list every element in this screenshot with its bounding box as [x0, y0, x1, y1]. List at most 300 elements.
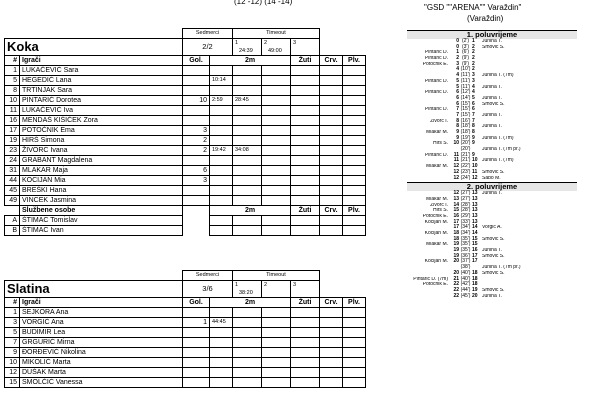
- suspension-3: [262, 136, 291, 146]
- blue-card: [343, 106, 366, 116]
- officials-label: Službene osobe: [20, 206, 183, 216]
- away-score: 5: [472, 94, 475, 101]
- player-row: [5, 368, 366, 378]
- home-scorer: Potočnik E.: [422, 61, 448, 67]
- suspension-2: [233, 176, 262, 186]
- away-scorer: Jurlina T. (7m pr.): [482, 147, 521, 153]
- away-score: 2: [472, 60, 475, 67]
- red-card: [320, 86, 343, 96]
- player-name: KOCIJAN Mia: [20, 176, 183, 186]
- col-players: Igrači: [20, 56, 183, 66]
- player-row: [5, 116, 366, 126]
- suspension-3: [262, 176, 291, 186]
- away-score: 17: [472, 258, 478, 265]
- minute: (23'): [460, 168, 471, 175]
- home-score: 22: [453, 292, 459, 299]
- suspension-3: [262, 86, 291, 96]
- player-number: 1: [5, 308, 20, 318]
- away-score: 1: [472, 38, 475, 44]
- red-card: [320, 328, 343, 338]
- yellow-card: [291, 358, 320, 368]
- suspension-3: [262, 66, 291, 76]
- suspension-1: [210, 196, 233, 206]
- timeout-box: [291, 39, 320, 56]
- suspension-3: [262, 116, 291, 126]
- yellow-card: [291, 348, 320, 358]
- minute: (35'): [460, 235, 471, 242]
- minute: (18'): [460, 129, 471, 135]
- blue-card: [343, 308, 366, 318]
- col-num: #: [5, 298, 20, 308]
- suspension-1: [210, 226, 233, 236]
- player-name: VINCEK Jasmina: [20, 196, 183, 206]
- suspension-3: [262, 96, 291, 106]
- blue-card: [343, 86, 366, 96]
- suspension-1: [210, 378, 233, 388]
- suspension-1: [210, 126, 233, 136]
- yellow-card: [291, 126, 320, 136]
- yellow-card: [291, 146, 320, 156]
- blue-card: [343, 76, 366, 86]
- minute: (44'): [460, 286, 471, 293]
- away-scorer: Jurlina T.: [482, 191, 502, 197]
- yellow-card: [291, 106, 320, 116]
- player-goals: 10: [183, 96, 210, 106]
- player-goals: [183, 76, 210, 86]
- away-score: 3: [472, 72, 475, 79]
- home-score: 13: [453, 195, 459, 202]
- player-number: 44: [5, 176, 20, 186]
- player-number: 7: [5, 338, 20, 348]
- timeout-number: 2: [264, 282, 268, 288]
- away-scorer: Jurlina T.: [482, 112, 502, 118]
- timeout-box: [233, 39, 262, 56]
- home-score: 19: [453, 252, 459, 259]
- col-blue: Plv.: [343, 56, 366, 66]
- yellow-card: [291, 156, 320, 166]
- suspension-2: [233, 378, 262, 388]
- away-score: 2: [472, 49, 475, 56]
- away-score: 4: [472, 89, 475, 96]
- player-name: SMOLČIĆ Vanessa: [20, 378, 183, 388]
- minute: (12'): [460, 89, 471, 96]
- home-score: 20: [453, 269, 459, 276]
- timeout-number: 2: [264, 40, 268, 46]
- player-name: LUKAČEVIĆ Iva: [20, 106, 183, 116]
- suspension-2: [233, 126, 262, 136]
- sedmerci-value: 2/2: [183, 39, 233, 56]
- timeout-box: [262, 281, 291, 298]
- player-number: 5: [5, 76, 20, 86]
- away-scorer: Smović S.: [482, 169, 505, 175]
- timeout-number: 3: [293, 40, 297, 46]
- suspension-1: [210, 166, 233, 176]
- player-row: [5, 126, 366, 136]
- red-card: [320, 358, 343, 368]
- suspension-3: [262, 146, 291, 156]
- red-card: [320, 156, 343, 166]
- minute: (24'): [460, 174, 471, 181]
- away-score: 9: [472, 151, 475, 158]
- minute: (9'): [461, 60, 470, 67]
- minute: (34'): [460, 230, 471, 236]
- play-by-play: [407, 29, 577, 299]
- red-card: [320, 368, 343, 378]
- red-card: [320, 196, 343, 206]
- yellow-card: [291, 226, 320, 236]
- home-scorer: Pintarić D.: [424, 152, 448, 158]
- col-red: Crv.: [320, 56, 343, 66]
- red-card: [320, 378, 343, 388]
- suspension-1: [210, 176, 233, 186]
- player-number: 16: [5, 116, 20, 126]
- minute: (38'): [460, 264, 471, 271]
- home-score: 17: [453, 224, 459, 231]
- suspension-1: [210, 156, 233, 166]
- venue-city: (Varaždin): [467, 14, 504, 23]
- yellow-card: [291, 186, 320, 196]
- minute: (27'): [460, 190, 471, 197]
- player-number: 1: [5, 66, 20, 76]
- red-card: [320, 226, 343, 236]
- yellow-card: [291, 176, 320, 186]
- minute: (15'): [460, 111, 471, 118]
- minute: (6'): [461, 49, 470, 56]
- player-name: HEGEDIĆ Lana: [20, 76, 183, 86]
- red-card: [320, 96, 343, 106]
- yellow-card: [291, 96, 320, 106]
- player-name: HIRŠ Simona: [20, 136, 183, 146]
- suspension-2: [233, 226, 262, 236]
- suspension-2: [233, 66, 262, 76]
- away-score: 13: [472, 201, 478, 208]
- away-score: 18: [472, 281, 478, 288]
- home-score: 5: [456, 77, 459, 84]
- minute: (22'): [460, 163, 471, 170]
- col-2min: 2m: [210, 206, 291, 216]
- home-scorer: Živorc I.: [430, 202, 448, 208]
- blue-card: [343, 196, 366, 206]
- player-row: [5, 358, 366, 368]
- timeout-box: [291, 281, 320, 298]
- away-scorer: Jurlina T. (7m): [482, 73, 514, 79]
- suspension-2: [233, 196, 262, 206]
- minute: (36'): [460, 252, 471, 259]
- suspension-1: 44:45: [210, 318, 233, 328]
- minute: (29'): [460, 212, 471, 219]
- home-score: 1: [456, 49, 459, 56]
- minute: (45'): [460, 292, 471, 299]
- suspension-2: [233, 216, 262, 226]
- player-name: POTOČNIK Ema: [20, 126, 183, 136]
- home-score: 22: [453, 286, 459, 293]
- suspension-2: 28:45: [233, 96, 262, 106]
- minute: (19'): [460, 134, 471, 141]
- minute: (33'): [460, 218, 471, 225]
- pbp-row: [407, 294, 577, 300]
- suspension-2: [233, 308, 262, 318]
- player-row: [5, 66, 366, 76]
- away-score: 14: [472, 230, 478, 236]
- player-goals: [183, 66, 210, 76]
- away-score: 11: [472, 168, 478, 175]
- pbp-row: [407, 176, 577, 182]
- blue-card: [343, 96, 366, 106]
- blue-card: [343, 126, 366, 136]
- suspension-3: [262, 368, 291, 378]
- away-score: 8: [472, 129, 475, 135]
- suspension-1: [210, 338, 233, 348]
- suspension-3: [262, 156, 291, 166]
- player-row: [5, 136, 366, 146]
- blue-card: [343, 66, 366, 76]
- minute: (18'): [460, 123, 471, 130]
- official-row: [5, 216, 366, 226]
- suspension-1: [210, 308, 233, 318]
- player-goals: [183, 86, 210, 96]
- yellow-card: [291, 166, 320, 176]
- team-table-home: [4, 28, 366, 236]
- red-card: [320, 216, 343, 226]
- home-scorer: [407, 176, 449, 182]
- suspension-3: [262, 216, 291, 226]
- away-scorer: Smović S.: [482, 287, 505, 293]
- home-scorer: Pintarić D. (7m): [413, 276, 448, 282]
- away-score: 15: [472, 241, 478, 248]
- home-score: 20: [453, 258, 459, 265]
- player-name: DUŠAK Marta: [20, 368, 183, 378]
- away-scorer: Jurlina T. (7m): [482, 135, 514, 141]
- away-scorer: Smović S.: [482, 101, 505, 107]
- player-row: [5, 196, 366, 206]
- yellow-card: [291, 378, 320, 388]
- away-score: 14: [472, 224, 478, 231]
- home-score: 4: [456, 72, 459, 79]
- timeout-time: 38:20: [239, 290, 253, 296]
- away-scorer: Sabo M.: [482, 175, 501, 181]
- suspension-2: [233, 166, 262, 176]
- venue-name: "GSD ""ARENA"" Varaždin": [424, 3, 522, 12]
- player-row: [5, 96, 366, 106]
- player-goals: 3: [183, 126, 210, 136]
- away-scorer: Jurlina T.: [482, 124, 502, 130]
- player-number: 10: [5, 96, 20, 106]
- suspension-1: [210, 368, 233, 378]
- player-goals: [183, 348, 210, 358]
- away-score: 18: [472, 275, 478, 282]
- suspension-1: [210, 348, 233, 358]
- away-score: 17: [472, 252, 478, 259]
- suspension-3: [262, 378, 291, 388]
- official-code: A: [5, 216, 20, 226]
- suspension-3: [262, 196, 291, 206]
- minute: (10'): [460, 66, 471, 73]
- minute: (27'): [460, 195, 471, 202]
- minute: (28'): [460, 207, 471, 214]
- player-number: 24: [5, 156, 20, 166]
- suspension-1: [210, 186, 233, 196]
- away-score: 20: [472, 292, 478, 299]
- suspension-2: [233, 136, 262, 146]
- home-score: 11: [453, 157, 459, 164]
- away-score: 6: [472, 106, 475, 113]
- home-score: 8: [456, 123, 459, 130]
- player-number: 11: [5, 106, 20, 116]
- suspension-2: 34:08: [233, 146, 262, 156]
- home-score: 8: [456, 117, 459, 124]
- away-score: 13: [472, 190, 478, 197]
- home-scorer: Hirš S.: [433, 208, 448, 214]
- red-card: [320, 116, 343, 126]
- home-score: 6: [456, 100, 459, 107]
- player-row: [5, 308, 366, 318]
- suspension-1: 19:42: [210, 146, 233, 156]
- player-number: 12: [5, 368, 20, 378]
- team-table-away: [4, 270, 366, 388]
- home-scorer: Kocijan M.: [424, 231, 448, 236]
- home-score: 22: [453, 281, 459, 288]
- red-card: [320, 146, 343, 156]
- player-number: 49: [5, 196, 20, 206]
- suspension-2: [233, 368, 262, 378]
- player-row: [5, 328, 366, 338]
- player-row: [5, 146, 366, 156]
- home-score: 12: [453, 163, 459, 170]
- home-score: 19: [453, 247, 459, 254]
- player-name: BREŠKI Hana: [20, 186, 183, 196]
- yellow-card: [291, 76, 320, 86]
- away-score: 13: [472, 212, 478, 219]
- yellow-card: [291, 66, 320, 76]
- home-score: 18: [453, 235, 459, 242]
- player-number: 5: [5, 328, 20, 338]
- away-score: 10: [472, 163, 478, 170]
- suspension-3: [262, 126, 291, 136]
- minute: (28'): [460, 201, 471, 208]
- player-row: [5, 378, 366, 388]
- red-card: [320, 76, 343, 86]
- away-score: 7: [472, 117, 475, 124]
- home-scorer: Mlakar M.: [426, 130, 448, 135]
- col-yellow: Žuti: [291, 206, 320, 216]
- timeout-label: Timeout: [233, 271, 320, 281]
- suspension-3: [262, 338, 291, 348]
- blue-card: [343, 146, 366, 156]
- red-card: [320, 338, 343, 348]
- col-yellow: Žuti: [291, 56, 320, 66]
- home-score: 17: [453, 218, 459, 225]
- score-header: (12 -12) (14 -14): [234, 0, 293, 6]
- player-name: MIKOLIĆ Marta: [20, 358, 183, 368]
- player-name: SEJKORA Ana: [20, 308, 183, 318]
- minute: (14'): [460, 94, 471, 101]
- away-score: 13: [472, 207, 478, 214]
- home-score: 7: [456, 111, 459, 118]
- col-num: #: [5, 56, 20, 66]
- blue-card: [343, 136, 366, 146]
- player-name: GRABANT Magdalena: [20, 156, 183, 166]
- minute: (11'): [460, 72, 471, 79]
- player-row: [5, 86, 366, 96]
- away-score: 2: [472, 55, 475, 62]
- player-row: [5, 106, 366, 116]
- minute: (15'): [460, 100, 471, 107]
- away-scorer: Jurlina T.: [482, 95, 502, 101]
- away-score: 9: [472, 134, 475, 141]
- red-card: [320, 66, 343, 76]
- team-name: Slatina: [5, 281, 183, 298]
- suspension-2: [233, 76, 262, 86]
- blue-card: [343, 156, 366, 166]
- minute: (34'): [460, 224, 471, 231]
- home-scorer: Živorc I.: [430, 118, 448, 124]
- col-blue: Plv.: [343, 298, 366, 308]
- player-name: PINTARIĆ Dorotea: [20, 96, 183, 106]
- suspension-2: [233, 106, 262, 116]
- home-score: 14: [453, 201, 459, 208]
- player-goals: [183, 186, 210, 196]
- suspension-2: [233, 156, 262, 166]
- minute: (40'): [460, 275, 471, 282]
- yellow-card: [291, 116, 320, 126]
- suspension-2: [233, 358, 262, 368]
- minute: (21'): [460, 157, 471, 164]
- away-score: 18: [472, 269, 478, 276]
- yellow-card: [291, 368, 320, 378]
- red-card: [320, 318, 343, 328]
- blue-card: [343, 166, 366, 176]
- suspension-1: [210, 66, 233, 76]
- col-players: Igrači: [20, 298, 183, 308]
- player-name: TRTINJAK Sara: [20, 86, 183, 96]
- away-score: 7: [472, 111, 475, 118]
- player-row: [5, 348, 366, 358]
- player-name: LUKAČEVIĆ Sara: [20, 66, 183, 76]
- suspension-1: [210, 136, 233, 146]
- suspension-3: [262, 186, 291, 196]
- timeout-time: [293, 290, 297, 296]
- suspension-3: [262, 106, 291, 116]
- home-scorer: Pintarić D.: [424, 56, 448, 62]
- yellow-card: [291, 338, 320, 348]
- home-score: 4: [456, 66, 459, 73]
- player-row: [5, 176, 366, 186]
- suspension-2: [233, 186, 262, 196]
- timeout-time: 24:39: [239, 48, 253, 54]
- away-scorer: Smović S.: [482, 270, 505, 276]
- home-score: 15: [453, 207, 459, 214]
- away-score: 15: [472, 235, 478, 242]
- minute: (37'): [460, 258, 471, 265]
- away-scorer: Jurlina T.: [482, 248, 502, 254]
- away-score: 12: [472, 174, 478, 181]
- timeout-time: [264, 290, 268, 296]
- half-header: 2. poluvrijeme: [407, 182, 577, 191]
- away-score: 8: [472, 123, 475, 130]
- home-score: 3: [456, 60, 459, 67]
- home-scorer: Mlakar M.: [426, 164, 448, 170]
- suspension-2: [233, 338, 262, 348]
- sedmerci-value: 3/6: [183, 281, 233, 298]
- player-row: [5, 166, 366, 176]
- suspension-2: [233, 116, 262, 126]
- minute: (35'): [460, 241, 471, 248]
- suspension-1: [210, 358, 233, 368]
- home-score: 9: [456, 134, 459, 141]
- blue-card: [343, 318, 366, 328]
- official-name: ŠTIMAC Tomislav: [20, 216, 183, 226]
- suspension-3: [262, 318, 291, 328]
